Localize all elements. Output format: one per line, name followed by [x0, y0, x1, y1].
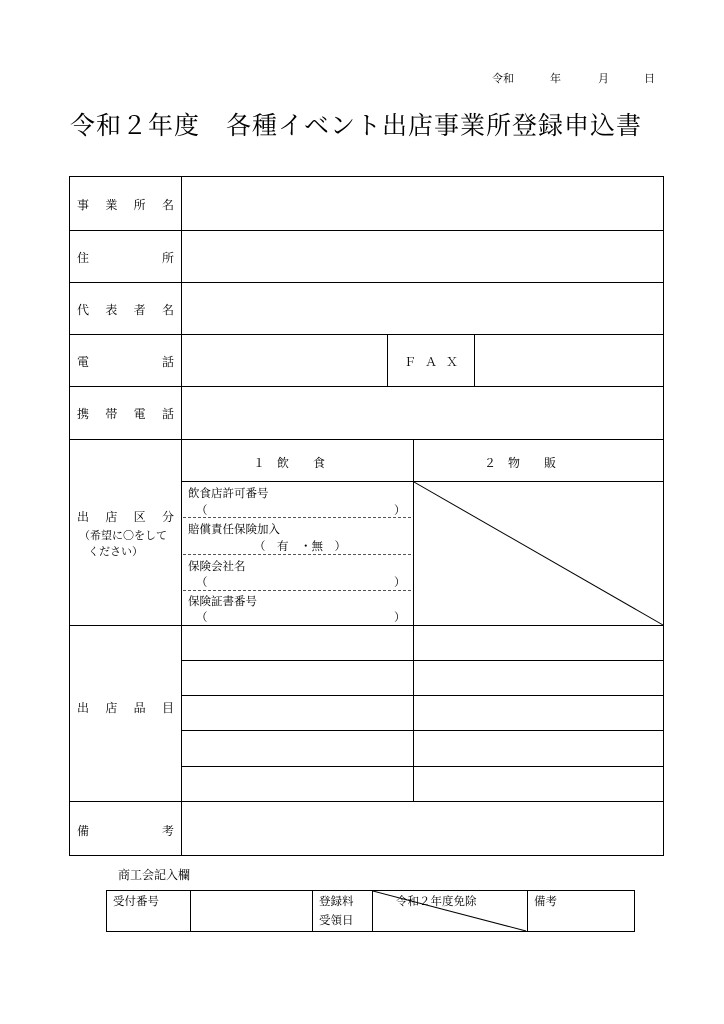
goods-header: ２ 物 販: [484, 456, 557, 470]
address-label: 住 所: [77, 251, 174, 265]
food-permit-label: 飲食店許可番号: [188, 486, 269, 500]
remarks-label: 備 考: [77, 824, 174, 838]
receipt-no-label: 受付番号: [113, 894, 159, 908]
date-month: 月: [598, 72, 609, 85]
liability-label: 賠償責任保険加入: [188, 522, 280, 536]
items-label: 出 店 品 目: [77, 701, 174, 715]
business-name-label: 事 業 所 名: [77, 198, 174, 212]
food-permit-paren-close: ）: [394, 503, 406, 517]
fee-label-2: 受領日: [319, 913, 354, 927]
policy-paren-open: （: [196, 610, 208, 624]
category-label: 出 店 区 分: [77, 510, 174, 524]
insurer-paren-open: （: [196, 575, 208, 589]
form-title: 令和２年度 各種イベント出店事業所登録申込書: [70, 111, 643, 140]
mobile-label: 携 帯 電 話: [77, 407, 174, 421]
policy-paren-close: ）: [394, 610, 406, 624]
category-note-1: （希望に〇をして: [79, 529, 167, 542]
exemption-text: 令和２年度免除: [396, 894, 477, 908]
date-day: 日: [644, 72, 655, 85]
fax-label: ＦＡＸ: [404, 355, 468, 369]
policy-label: 保険証書番号: [188, 594, 257, 608]
date-year: 年: [550, 72, 561, 85]
office-use-label: 商工会記入欄: [118, 868, 191, 882]
liability-choice: （ 有 ・無 ）: [254, 539, 346, 553]
date-era: 令和: [492, 72, 514, 85]
representative-label: 代 表 者 名: [77, 303, 174, 317]
category-note-2: ください）: [88, 545, 143, 558]
food-header: １ 飲 食: [253, 456, 326, 470]
insurer-paren-close: ）: [394, 575, 406, 589]
office-remarks-label: 備考: [534, 894, 557, 908]
phone-label: 電 話: [77, 355, 174, 369]
food-permit-paren-open: （: [196, 503, 208, 517]
insurer-label: 保険会社名: [188, 559, 246, 573]
fee-label-1: 登録料: [319, 894, 354, 908]
